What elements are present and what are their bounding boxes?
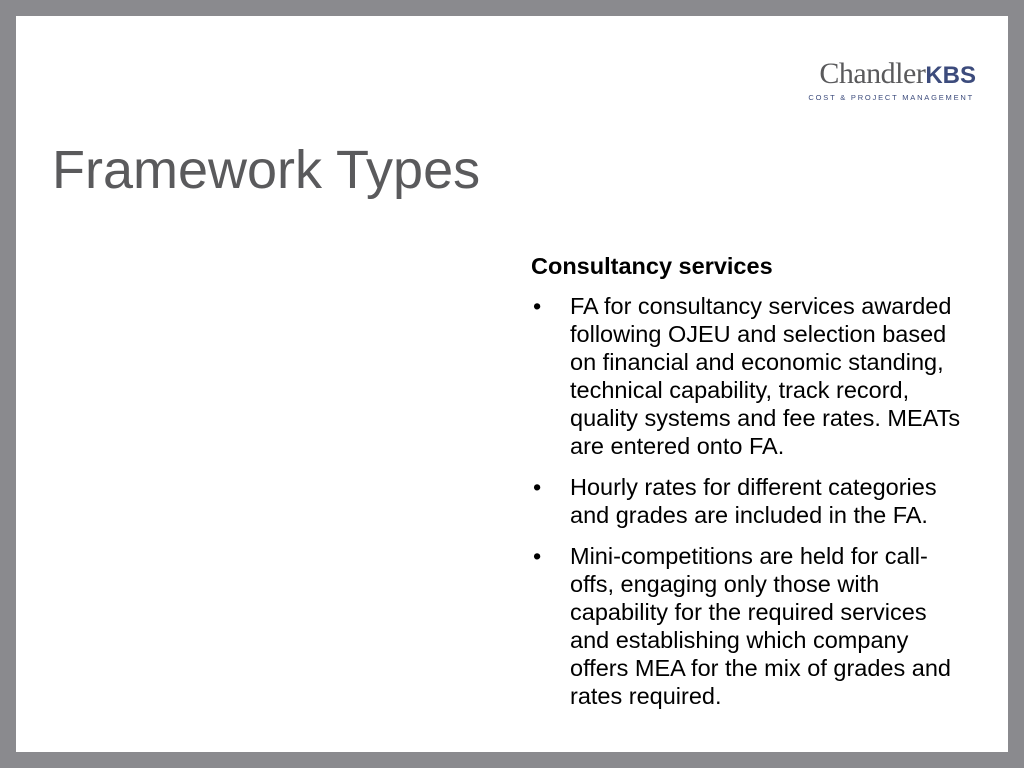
- bullet-item: [531, 292, 971, 460]
- logo-wordmark: [804, 59, 976, 91]
- chandler-kbs-logo: [804, 59, 976, 102]
- slide-title: Framework Types: [52, 140, 481, 200]
- content-body: [531, 252, 971, 723]
- bullet-marker: •: [533, 474, 542, 500]
- bullet-item: [531, 473, 971, 529]
- bullet-marker: •: [533, 543, 542, 569]
- bullet-list: [531, 292, 971, 710]
- bullet-text: Hourly rates for different categories and grades are included in the FA.: [570, 474, 937, 528]
- bullet-text: FA for consultancy services awarded following OJEU and selection based on financial and economic standing, technical capability, track record, quality systems and fee rates. MEATs are entered onto FA.: [570, 293, 961, 459]
- bullet-item: [531, 542, 971, 710]
- logo-tagline: COST & PROJECT MANAGEMENT: [808, 93, 974, 102]
- logo-kbs-mark: KBS: [925, 62, 976, 89]
- logo-name: Chandler: [819, 57, 926, 90]
- section-heading: Consultancy services: [531, 253, 773, 279]
- bullet-marker: •: [533, 293, 542, 319]
- slide: [16, 16, 1008, 752]
- bullet-text: Mini-competitions are held for call-offs, engaging only those with capability for the required services and establishing which company offers MEA for the mix of grades and rates required.: [570, 543, 951, 709]
